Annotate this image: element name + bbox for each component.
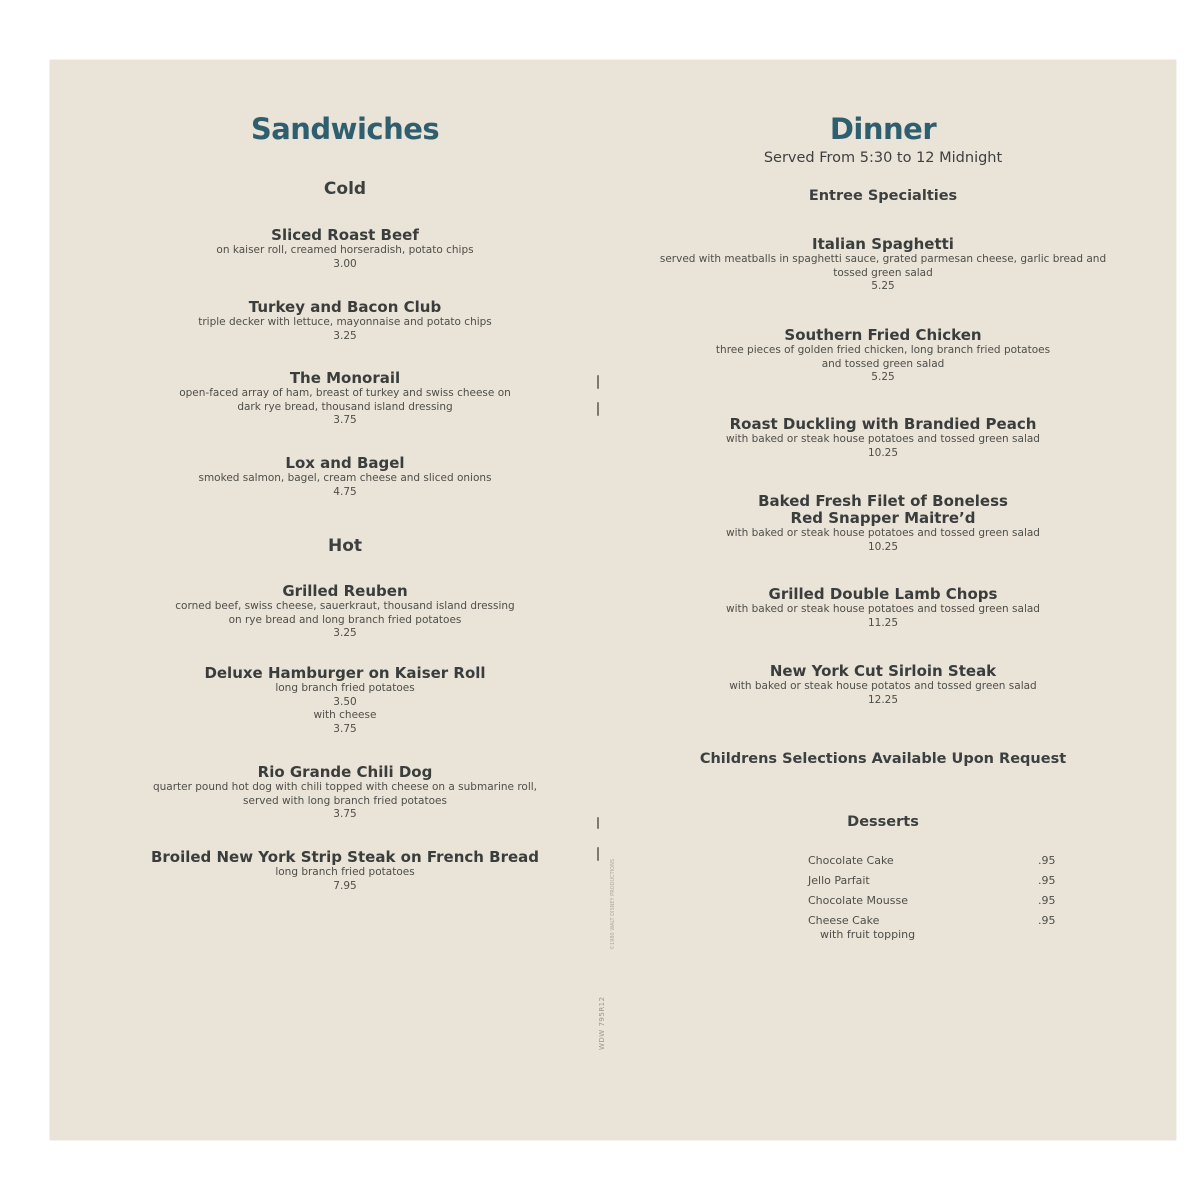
dessert-row [808,894,1068,914]
menu-item [648,327,1118,385]
item-option: with cheese [313,709,377,721]
dessert-note: with fruit topping [820,928,916,941]
desserts-list [808,854,1068,948]
menu-item [145,764,545,822]
staple-mark [597,375,599,389]
dessert-name: Cheese Cake [808,914,880,927]
menu-item [648,236,1118,294]
dessert-name: Chocolate Cake [808,854,894,867]
item-price: 4.75 [333,485,357,498]
item-price: 12.25 [867,693,899,706]
item-price: 7.95 [333,879,357,892]
item-price: 5.25 [871,280,895,292]
item-price: 3.25 [333,329,357,342]
item-name: Lox and Bagel [285,454,405,472]
item-name: Turkey and Bacon Club [248,298,442,316]
entree-heading: Entree Specialties [808,188,958,204]
item-name: New York Cut Sirloin Steak [769,662,997,680]
item-description: on kaiser roll, creamed horseradish, potato chips [216,244,474,256]
copyright-line: ©1980 WALT DISNEY PRODUCTIONS [610,859,616,950]
item-description: with baked or steak house potatoes and tossed green salad [726,603,1040,615]
print-code: WDW 795R12 [598,996,606,1050]
item-description-line2: served with long branch fried potatoes [243,794,447,807]
menu-page [50,60,1176,1140]
item-name: Rio Grande Chili Dog [257,763,433,781]
item-description-line2: on rye bread and long branch fried potatoes [228,613,462,626]
item-description-line2: dark rye bread, thousand island dressing [237,400,453,413]
menu-item [145,583,545,641]
item-name: Grilled Double Lamb Chops [768,585,998,603]
cold-heading: Cold [323,179,367,199]
item-name-line2: Red Snapper Maitre’d [790,509,976,527]
menu-item [145,665,545,736]
item-price: 10.25 [867,540,899,553]
item-price: 3.50 [333,695,357,708]
item-description: corned beef, swiss cheese, sauerkraut, thousand island dressing [175,600,515,612]
menu-item [648,586,1118,630]
item-name: Roast Duckling with Brandied Peach [729,415,1037,433]
staple-mark [597,847,599,861]
item-price: 5.25 [871,371,895,383]
staple-mark [597,402,599,416]
menu-item [648,416,1118,460]
item-name: Broiled New York Strip Steak on French Bread [150,848,540,866]
menu-item [145,455,545,499]
item-description: three pieces of golden fried chicken, long branch fried potatoes [715,344,1051,356]
hot-heading: Hot [327,536,363,556]
childrens-note: Childrens Selections Available Upon Request [699,751,1067,767]
staple-mark [597,817,599,829]
desserts-heading: Desserts [847,814,919,830]
dessert-price: .95 [1038,894,1056,907]
item-description: with baked or steak house potatos and tossed green salad [729,680,1037,692]
sandwiches-title: Sandwiches [250,112,440,146]
item-description: served with meatballs in spaghetti sauce, grated parmesan cheese, garlic bread and [659,253,1107,265]
item-name: Grilled Reuben [282,582,408,600]
dessert-row [808,914,1068,948]
item-price: 11.25 [867,616,899,629]
item-description: quarter pound hot dog with chili topped with cheese on a submarine roll, [152,781,538,793]
menu-item [145,370,545,428]
item-description: with baked or steak house potatoes and tossed green salad [726,433,1040,445]
item-name: Deluxe Hamburger on Kaiser Roll [204,664,486,682]
serving-hours: Served From 5:30 to 12 Midnight [763,150,1003,166]
item-price: 10.25 [867,446,899,459]
item-description: smoked salmon, bagel, cream cheese and sliced onions [198,472,492,484]
dessert-row [808,874,1068,894]
menu-item [648,663,1118,707]
item-description: long branch fried potatoes [275,866,415,878]
item-description-line2: tossed green salad [833,266,933,279]
menu-item [648,493,1118,554]
item-name: Baked Fresh Filet of Boneless [758,492,1008,510]
dessert-name: Jello Parfait [808,874,870,887]
dessert-price: .95 [1038,874,1056,887]
dessert-price: .95 [1038,914,1056,927]
item-description: with baked or steak house potatoes and tossed green salad [726,527,1040,539]
item-description: open-faced array of ham, breast of turkey and swiss cheese on [179,387,511,399]
item-name: Southern Fried Chicken [784,326,982,344]
item-name: Sliced Roast Beef [271,226,419,244]
item-description-line2: and tossed green salad [821,357,945,370]
menu-item [145,299,545,343]
menu-item [145,227,545,271]
item-description: long branch fried potatoes [275,682,415,694]
item-price: 3.25 [333,627,357,639]
item-price: 3.75 [333,808,357,820]
item-description: triple decker with lettuce, mayonnaise and potato chips [198,316,492,328]
dessert-name: Chocolate Mousse [808,894,908,907]
item-name: The Monorail [289,369,401,387]
item-price: 3.75 [333,414,357,426]
item-price: 3.00 [333,257,357,270]
dessert-price: .95 [1038,854,1056,867]
dinner-title: Dinner [829,112,937,146]
item-name: Italian Spaghetti [812,235,954,253]
item-option-price: 3.75 [333,722,357,735]
dessert-row [808,854,1068,874]
menu-item [145,849,545,893]
